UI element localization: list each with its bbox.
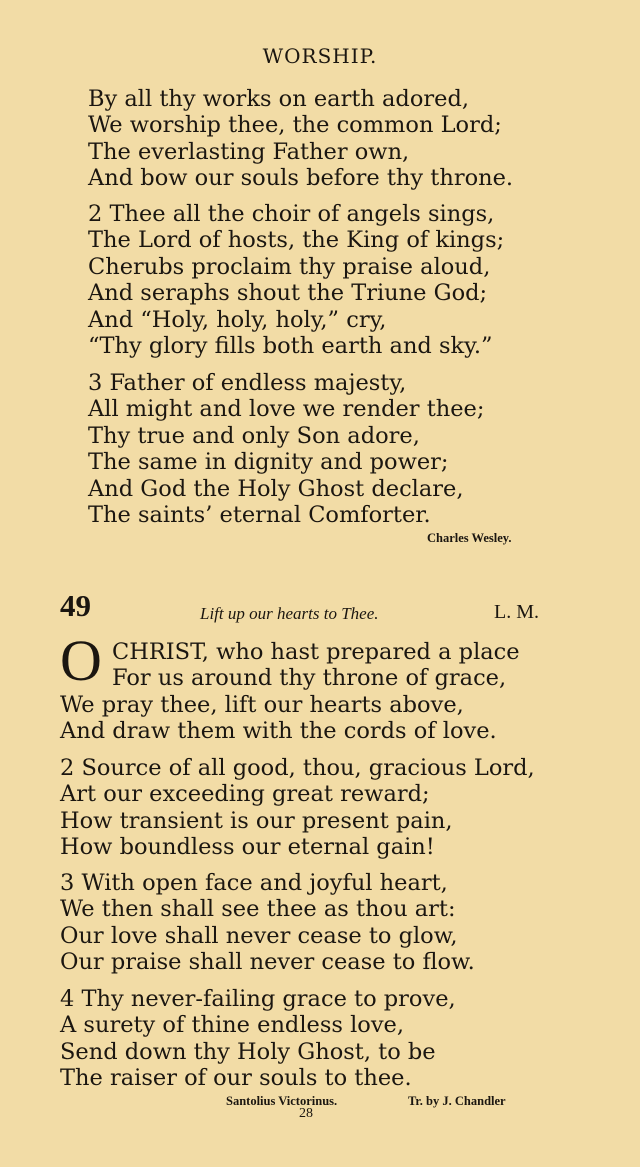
verse-line: A surety of thine endless love, <box>60 1012 405 1039</box>
hymn-number: 49 <box>60 588 91 623</box>
hymn-title: Lift up our hearts to Thee. <box>200 604 379 623</box>
verse-line: And “Holy, holy, holy,” cry, <box>88 306 387 333</box>
verse-line: Thy true and only Son adore, <box>88 422 420 449</box>
hymn-49-translator: Tr. by J. Chandler <box>408 1094 506 1108</box>
verse-line: The Lord of hosts, the King of kings; <box>88 227 505 254</box>
verse-line: All might and love we render thee; <box>88 396 485 423</box>
verse-line: And God the Holy Ghost declare, <box>88 475 464 502</box>
verse-line: And draw them with the cords of love. <box>60 718 497 745</box>
verse-line: Send down thy Holy Ghost, to be <box>60 1038 436 1065</box>
prev-hymn-author: Charles Wesley. <box>427 531 512 545</box>
verse-line: “Thy glory fills both earth and sky.” <box>88 333 493 360</box>
verse-line: 2 Source of all good, thou, gracious Lord, <box>60 755 535 781</box>
verse-line: How transient is our present pain, <box>60 807 453 834</box>
verse-line: CHRIST, who hast prepared a place <box>112 639 520 665</box>
hymn-49-stanza-1 <box>60 639 520 745</box>
verse-line: And seraphs shout the Triune God; <box>88 280 488 307</box>
verse-line: The saints’ eternal Comforter. <box>88 502 431 529</box>
prev-hymn-stanza-3 <box>88 370 484 528</box>
verse-line: 2 Thee all the choir of angels sings, <box>88 201 495 227</box>
verse-line: How boundless our eternal gain! <box>60 834 435 861</box>
verse-line: The same in dignity and power; <box>88 449 449 476</box>
prev-hymn-stanza-1 <box>88 86 513 192</box>
verse-line: 3 With open face and joyful heart, <box>60 870 448 896</box>
running-head: WORSHIP. <box>262 44 378 68</box>
verse-line: The raiser of our souls to thee. <box>60 1065 412 1092</box>
hymn-49-stanza-3 <box>60 870 475 976</box>
verse-line: Our love shall never cease to glow, <box>60 922 458 949</box>
verse-line: By all thy works on earth adored, <box>88 86 469 112</box>
prev-hymn-stanza-2 <box>88 201 504 359</box>
verse-line: 3 Father of endless majesty, <box>88 370 407 396</box>
verse-line: We pray thee, lift our hearts above, <box>60 691 464 718</box>
hymn-49-author: Santolius Victorinus. <box>226 1094 338 1108</box>
verse-line: Art our exceeding great reward; <box>60 781 430 808</box>
page-number: 28 <box>299 1106 313 1121</box>
verse-line: 4 Thy never-failing grace to prove, <box>60 986 456 1012</box>
verse-line: For us around thy throne of grace, <box>112 665 507 692</box>
hymn-meter: L. M. <box>494 601 539 623</box>
verse-line: We worship thee, the common Lord; <box>88 112 502 139</box>
verse-line: Cherubs proclaim thy praise aloud, <box>88 253 491 280</box>
drop-cap: O <box>60 628 102 693</box>
hymn-49-stanza-2 <box>60 755 535 861</box>
verse-line: The everlasting Father own, <box>88 138 410 165</box>
verse-line: We then shall see thee as thou art: <box>60 896 456 923</box>
verse-line: And bow our souls before thy throne. <box>88 165 514 192</box>
hymn-49-stanza-4 <box>60 986 456 1092</box>
verse-line: Our praise shall never cease to flow. <box>60 949 475 976</box>
